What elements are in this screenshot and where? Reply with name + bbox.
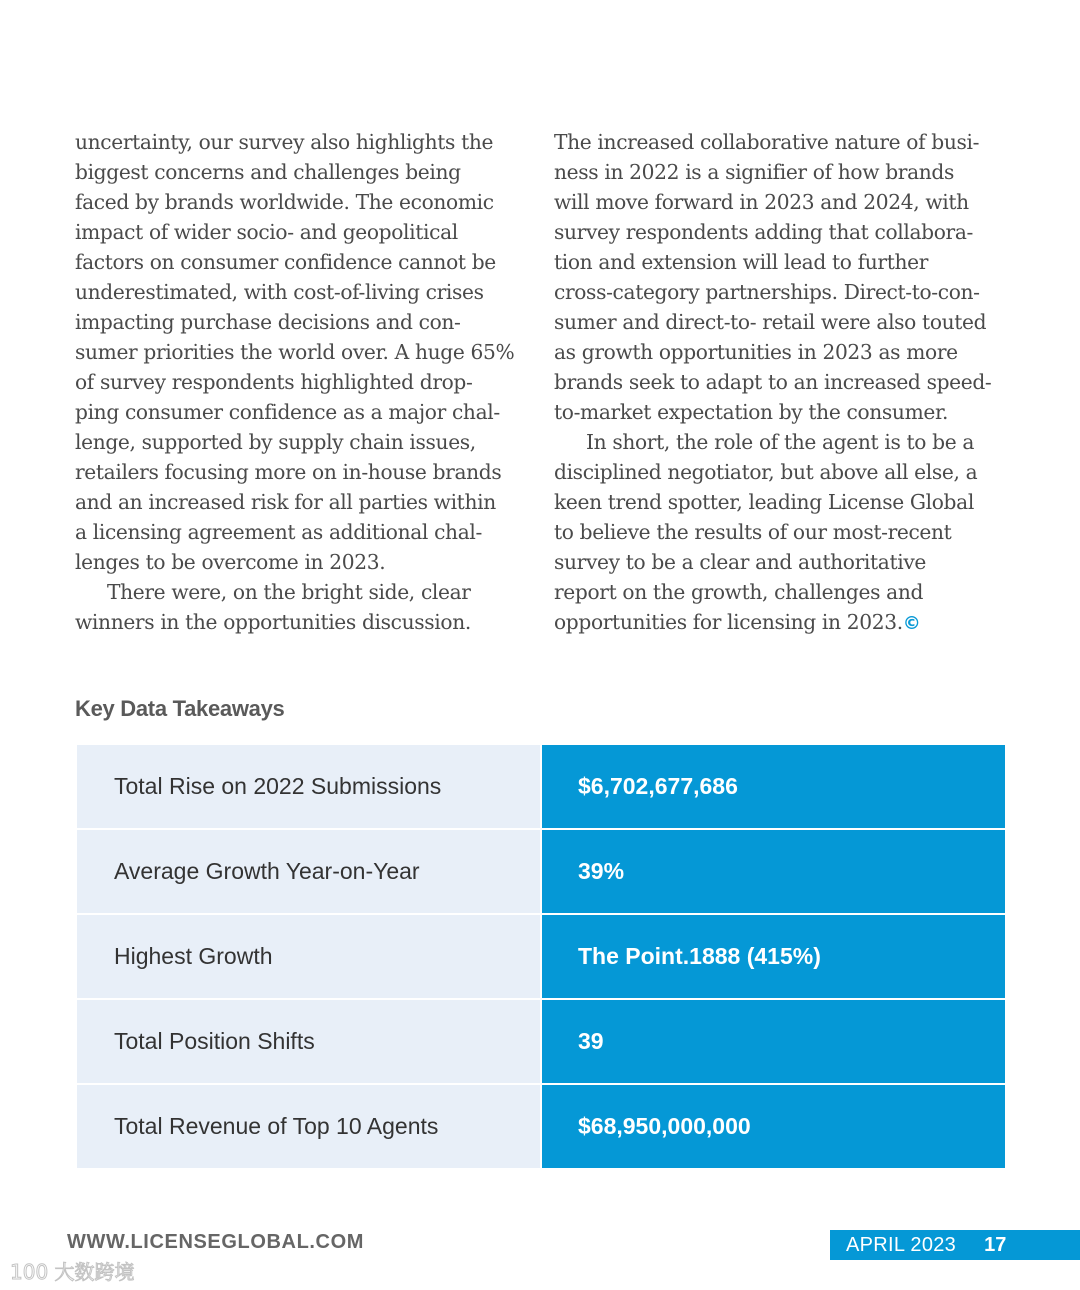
table-row (77, 915, 1005, 998)
body-line-text: opportunities for licensing in 2023. (554, 610, 903, 634)
table-row (77, 830, 1005, 913)
body-line: uncertainty, our survey also highlights the (75, 130, 494, 154)
body-line: survey to be a clear and authoritative (554, 550, 926, 574)
copyright-end-mark-icon: © (902, 613, 921, 634)
row-value: The Point.1888 (415%) (542, 915, 1005, 998)
table-row (77, 745, 1005, 828)
body-line: winners in the opportunities discussion. (75, 610, 471, 634)
row-label: Total Position Shifts (77, 1000, 540, 1083)
body-line: ping consumer confidence as a major chal- (75, 400, 500, 424)
body-line: of survey respondents highlighted drop- (75, 370, 473, 394)
row-label: Highest Growth (77, 915, 540, 998)
body-line: survey respondents adding that collabora- (554, 220, 973, 244)
page-number: 17 (984, 1233, 1007, 1256)
body-line: lenges to be overcome in 2023. (75, 550, 386, 574)
body-line: to-market expectation by the consumer. (554, 400, 949, 424)
row-value: 39 (542, 1000, 1005, 1083)
table-row (77, 1085, 1005, 1168)
body-line: impact of wider socio- and geopolitical (75, 220, 458, 244)
row-value: 39% (542, 830, 1005, 913)
body-line: a licensing agreement as additional chal- (75, 520, 482, 544)
body-line: report on the growth, challenges and (554, 580, 924, 604)
body-line: sumer priorities the world over. A huge 65% (75, 340, 515, 364)
body-line: ness in 2022 is a signifier of how brands (554, 160, 955, 184)
body-line: keen trend spotter, leading License Global (554, 490, 974, 514)
table-row (77, 1000, 1005, 1083)
body-line: lenge, supported by supply chain issues, (75, 430, 476, 454)
body-line: underestimated, with cost-of-living crises (75, 280, 484, 304)
body-line: disciplined negotiator, but above all else, a (554, 460, 978, 484)
body-line: biggest concerns and challenges being (75, 160, 461, 184)
body-line: tion and extension will lead to further (554, 250, 929, 274)
row-label: Total Rise on 2022 Submissions (77, 745, 540, 828)
article-right-column (554, 127, 1024, 639)
footer-issue-bar (830, 1230, 1080, 1260)
watermark-logo: 100 大数跨境 (10, 1260, 135, 1284)
body-line: as growth opportunities in 2023 as more (554, 340, 958, 364)
row-label: Total Revenue of Top 10 Agents (77, 1085, 540, 1168)
body-line: retailers focusing more on in-house brands (75, 460, 502, 484)
body-line-paragraph-start: In short, the role of the agent is to be a (586, 430, 975, 454)
body-line: faced by brands worldwide. The economic (75, 190, 494, 214)
article-left-column (75, 127, 535, 637)
body-line: impacting purchase decisions and con- (75, 310, 461, 334)
body-line: The increased collaborative nature of busi- (554, 130, 980, 154)
issue-date: APRIL 2023 (846, 1233, 957, 1256)
body-line: will move forward in 2023 and 2024, with (554, 190, 969, 214)
body-line: and an increased risk for all parties within (75, 490, 496, 514)
body-line-final (554, 607, 1024, 639)
body-line-paragraph-start: There were, on the bright side, clear (107, 580, 471, 604)
body-line: brands seek to adapt to an increased speed- (554, 370, 992, 394)
row-label: Average Growth Year-on-Year (77, 830, 540, 913)
key-data-takeaways-title: Key Data Takeaways (75, 696, 285, 721)
row-value: $6,702,677,686 (542, 745, 1005, 828)
row-value: $68,950,000,000 (542, 1085, 1005, 1168)
body-line: to believe the results of our most-recent (554, 520, 952, 544)
body-line: sumer and direct-to- retail were also touted (554, 310, 987, 334)
body-line: cross-category partnerships. Direct-to-con- (554, 280, 980, 304)
key-data-table (77, 745, 1005, 1168)
body-line: factors on consumer confidence cannot be (75, 250, 496, 274)
footer-website-url: WWW.LICENSEGLOBAL.COM (67, 1231, 365, 1253)
